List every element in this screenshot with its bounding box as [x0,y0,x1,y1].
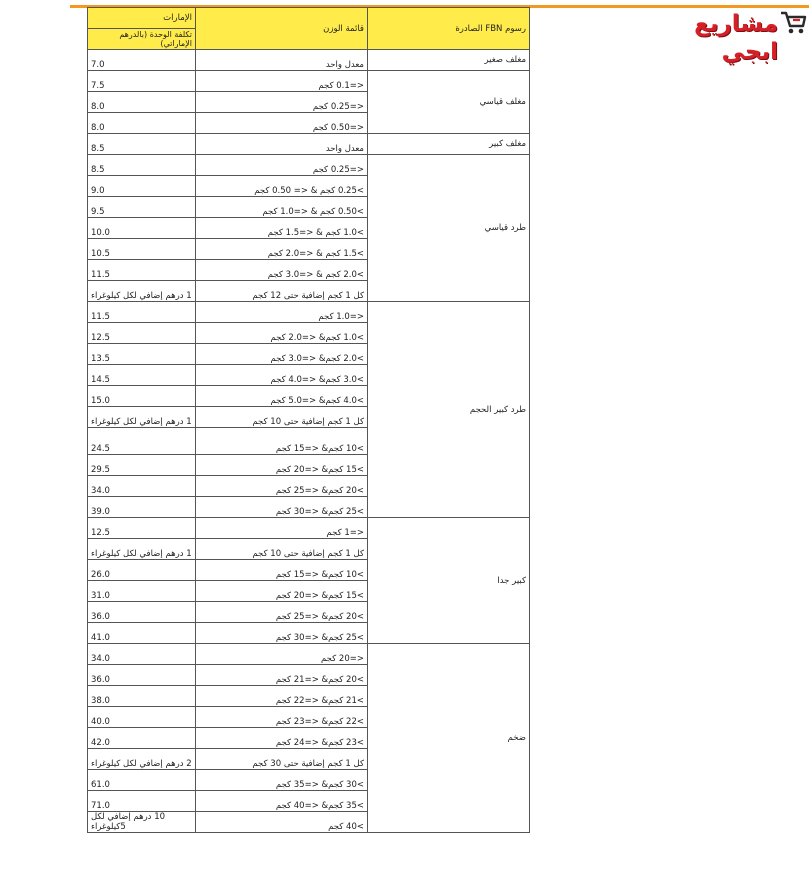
category-cell: ضخم [368,644,530,833]
weight-cell: >10 كجم& <=15 كجم [196,428,368,455]
price-cell: 12.5 [88,323,196,344]
weight-cell: >25 كجم& <=30 كجم [196,623,368,644]
price-cell: 1 درهم إضافي لكل كيلوغراء [88,539,196,560]
table-row [88,50,530,71]
price-cell: 7.5 [88,71,196,92]
weight-cell: <=1 كجم [196,518,368,539]
price-cell: 36.0 [88,665,196,686]
price-cell: 8.5 [88,134,196,155]
logo-text: مشاريع ابجي [694,11,778,65]
price-cell: 42.0 [88,728,196,749]
category-cell: طرد قياسي [368,155,530,302]
price-cell: 71.0 [88,791,196,812]
price-cell: 15.0 [88,386,196,407]
price-cell: 10.0 [88,218,196,239]
weight-cell: >0.25 كجم & <= 0.50 كجم [196,176,368,197]
table-row [88,155,530,176]
weight-cell: كل 1 كجم إضافية حتى 30 كجم [196,749,368,770]
price-cell: 61.0 [88,770,196,791]
table-row [88,71,530,92]
table-row [88,302,530,323]
fbn-fees-table [87,7,530,833]
weight-cell: >30 كجم& <=35 كجم [196,770,368,791]
price-cell: 9.5 [88,197,196,218]
price-cell: 8.0 [88,92,196,113]
price-cell: 1 درهم إضافي لكل كيلوغراء [88,407,196,428]
price-cell: 26.0 [88,560,196,581]
price-cell: 31.0 [88,581,196,602]
weight-cell: >21 كجم& <=22 كجم [196,686,368,707]
table-row [88,518,530,539]
weight-cell: <=1.0 كجم [196,302,368,323]
price-line: 5كيلوغراء [91,822,126,832]
header-weight: قائمة الوزن [196,8,368,50]
weight-cell: >20 كجم& <=25 كجم [196,602,368,623]
weight-cell: >10 كجم& <=15 كجم [196,560,368,581]
price-cell: 8.5 [88,155,196,176]
weight-cell: >23 كجم& <=24 كجم [196,728,368,749]
price-cell: 14.5 [88,365,196,386]
weight-cell: >3.0 كجم& <=4.0 كجم [196,365,368,386]
weight-cell: >25 كجم& <=30 كجم [196,497,368,518]
price-cell: 8.0 [88,113,196,134]
weight-cell: معدل واحد [196,50,368,71]
header-country: الإمارات [88,8,196,29]
price-cell: 12.5 [88,518,196,539]
category-cell: مغلف قياسي [368,71,530,134]
fees-table-body [88,50,530,833]
weight-cell: <=20 كجم [196,644,368,665]
weight-cell: >1.5 كجم & <=2.0 كجم [196,239,368,260]
price-cell: 11.5 [88,260,196,281]
price-cell: 9.0 [88,176,196,197]
price-cell: 34.0 [88,644,196,665]
weight-cell: >20 كجم& <=25 كجم [196,476,368,497]
table-row [88,644,530,665]
weight-cell: >1.0 كجم& <=2.0 كجم [196,323,368,344]
weight-cell: <=0.25 كجم [196,92,368,113]
weight-cell: معدل واحد [196,134,368,155]
price-line: 10 درهم إضافي لكل [91,812,166,822]
price-cell: 36.0 [88,602,196,623]
weight-cell: >35 كجم& <=40 كجم [196,791,368,812]
weight-cell: كل 1 كجم إضافية حتى 10 كجم [196,407,368,428]
site-logo[interactable] [648,4,808,65]
weight-cell: >15 كجم& <=20 كجم [196,581,368,602]
cart-icon [778,7,808,37]
weight-cell: <=0.50 كجم [196,113,368,134]
price-cell: 24.5 [88,428,196,455]
category-cell: مغلف كبير [368,134,530,155]
header-category: رسوم FBN الصادرة [368,8,530,50]
weight-cell: >4.0 كجم& <=5.0 كجم [196,386,368,407]
weight-cell: كل 1 كجم إضافية حتى 10 كجم [196,539,368,560]
price-cell: 39.0 [88,497,196,518]
header-unit-cost: تكلفة الوحدة (بالدرهم الإماراتي) [88,29,196,50]
price-cell [88,812,196,833]
price-cell: 38.0 [88,686,196,707]
weight-cell: >2.0 كجم& <=3.0 كجم [196,344,368,365]
price-cell: 41.0 [88,623,196,644]
weight-cell: >15 كجم& <=20 كجم [196,455,368,476]
price-cell: 11.5 [88,302,196,323]
weight-cell: >40 كجم [196,812,368,833]
weight-cell: >2.0 كجم & <=3.0 كجم [196,260,368,281]
price-cell: 29.5 [88,455,196,476]
price-cell: 34.0 [88,476,196,497]
weight-cell: >22 كجم& <=23 كجم [196,707,368,728]
price-cell: 7.0 [88,50,196,71]
price-cell: 2 درهم إضافي لكل كيلوغراء [88,749,196,770]
weight-cell: >0.50 كجم & <=1.0 كجم [196,197,368,218]
weight-cell: <=0.25 كجم [196,155,368,176]
category-cell: كبير جدا [368,518,530,644]
weight-cell: >1.0 كجم & <=1.5 كجم [196,218,368,239]
category-cell: طرد كبير الحجم [368,302,530,518]
price-cell: 40.0 [88,707,196,728]
weight-cell: كل 1 كجم إضافية حتى 12 كجم [196,281,368,302]
category-cell: مغلف صغير [368,50,530,71]
price-cell: 13.5 [88,344,196,365]
price-cell: 1 درهم إضافي لكل كيلوغراء [88,281,196,302]
price-cell: 10.5 [88,239,196,260]
table-row [88,134,530,155]
weight-cell: <=0.1 كجم [196,71,368,92]
weight-cell: >20 كجم& <=21 كجم [196,665,368,686]
